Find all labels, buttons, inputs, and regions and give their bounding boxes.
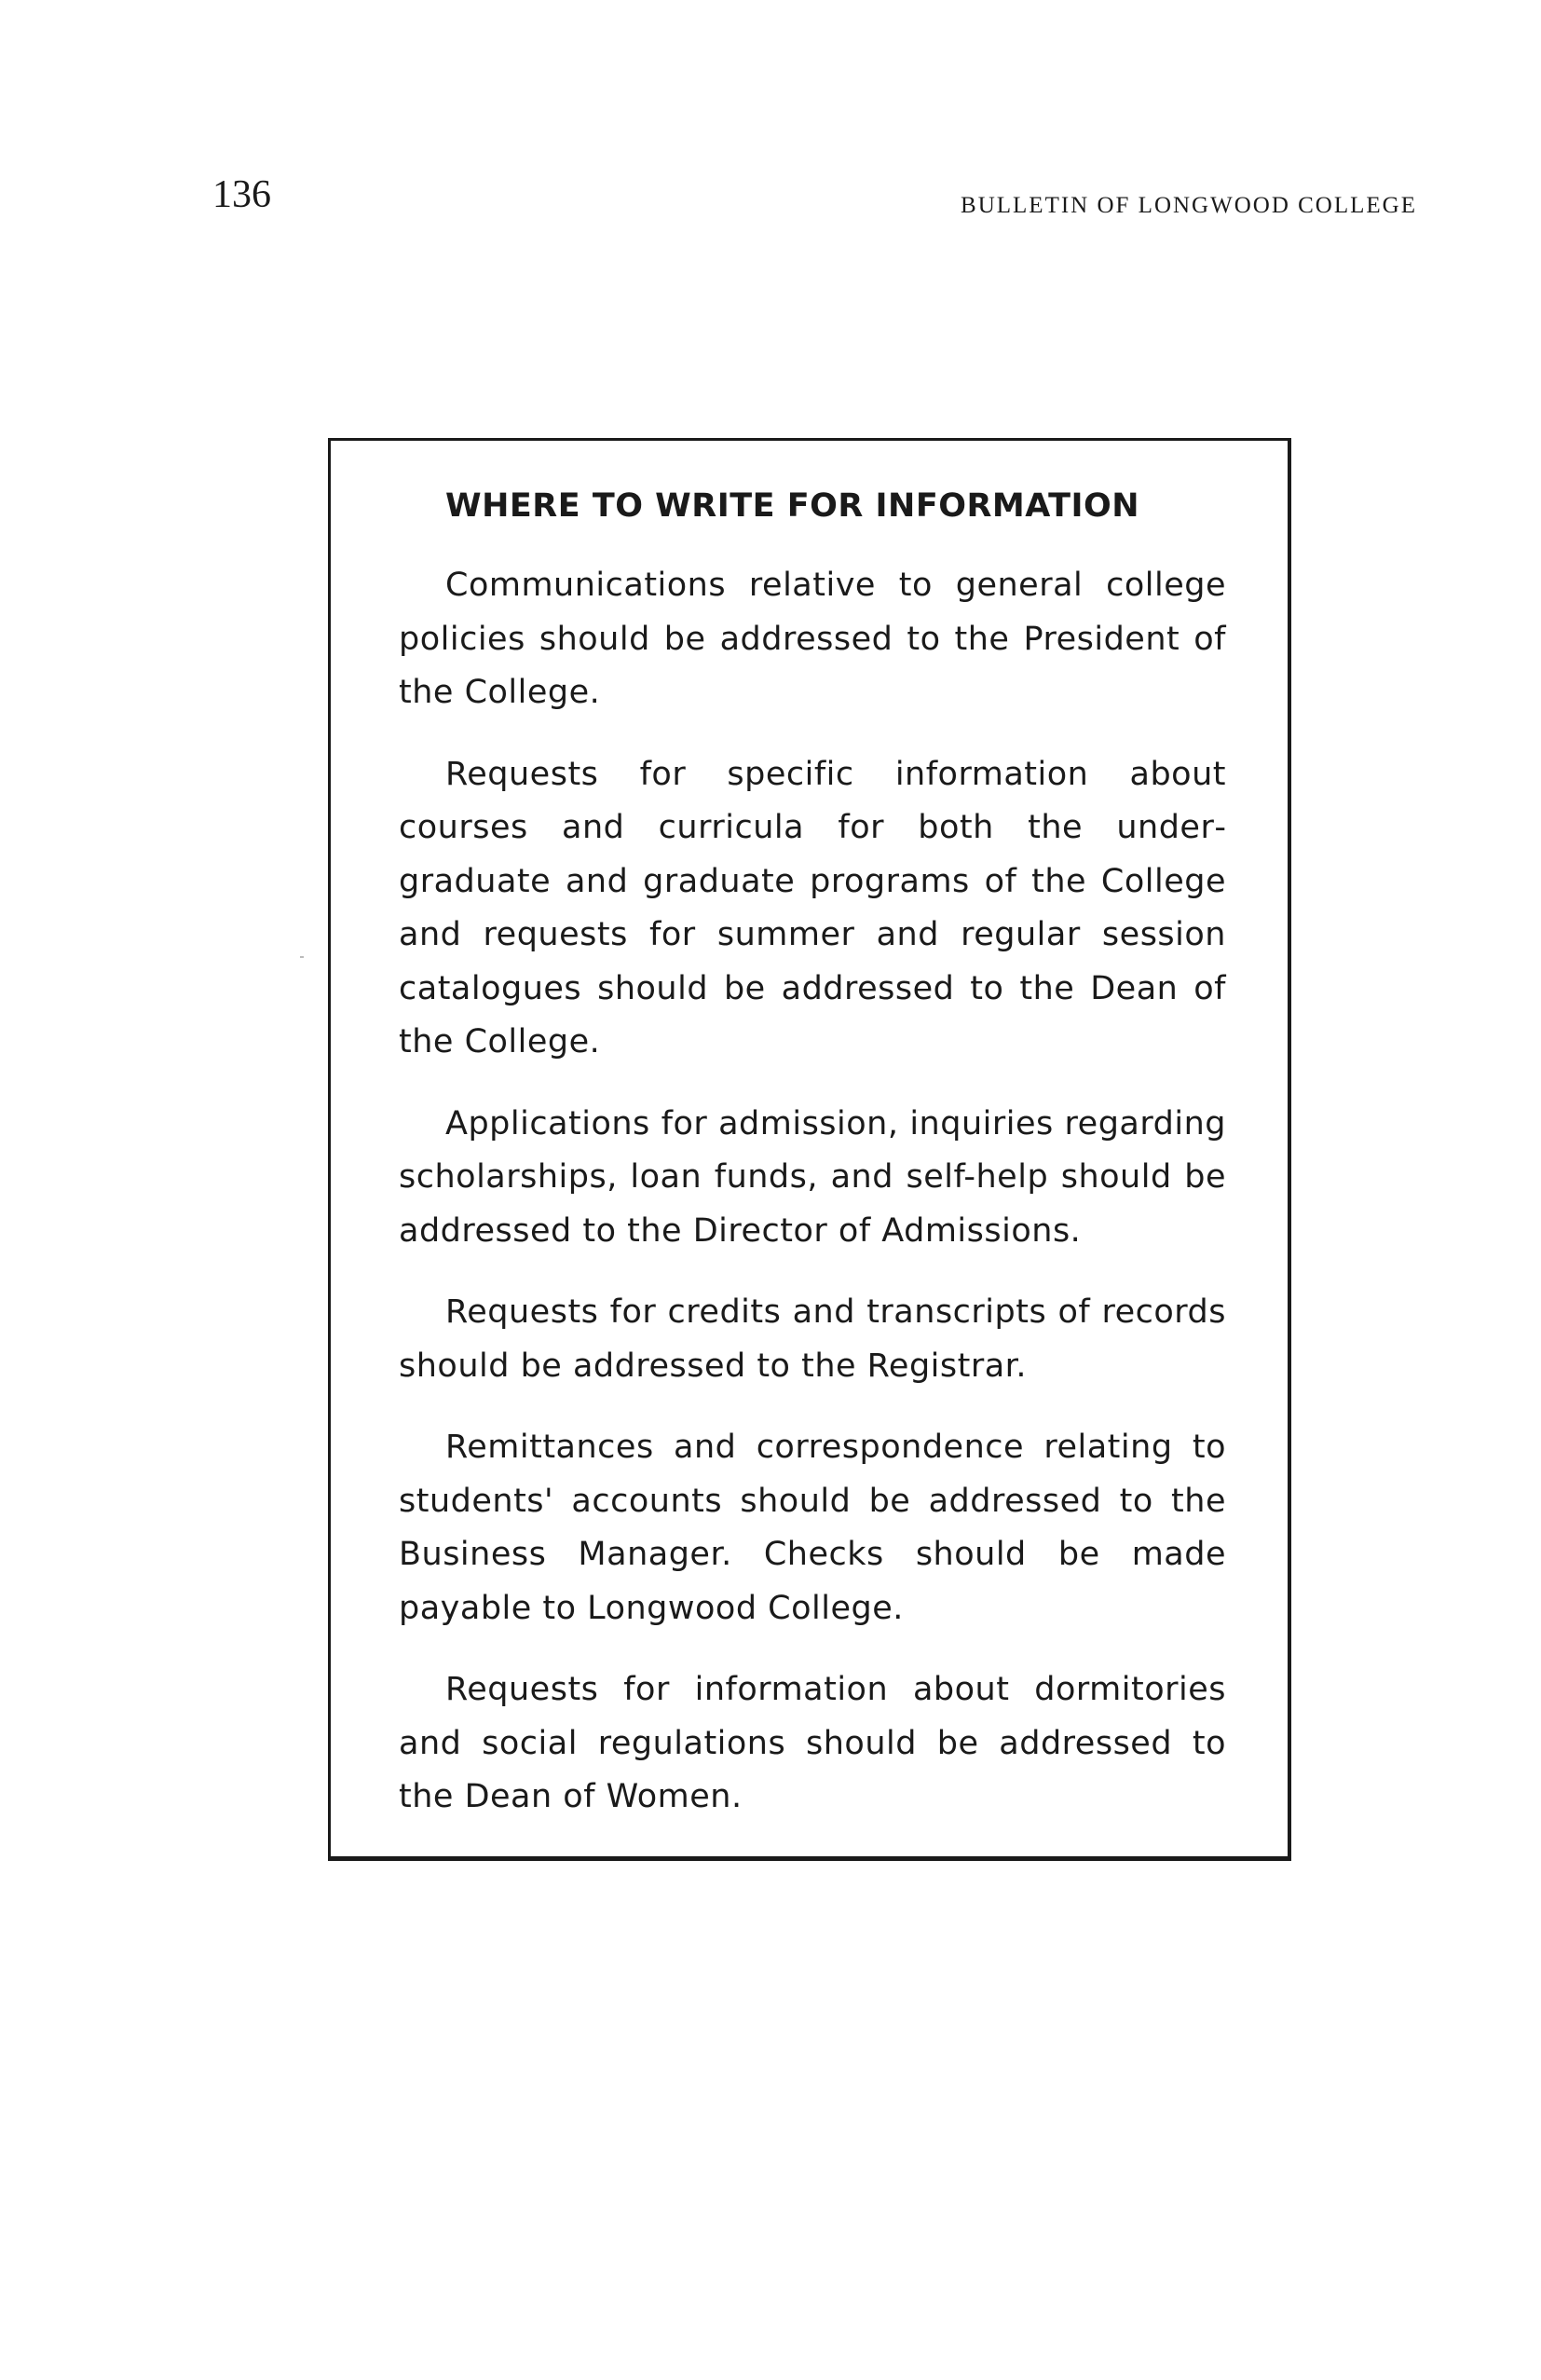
- paragraph-dean-of-women: Requests for information about dormitories and social regulations should be addressed to the Dean of Women.: [399, 1671, 1226, 1815]
- info-box: [328, 438, 1291, 1861]
- running-head: BULLETIN OF LONGWOOD COLLEGE: [961, 193, 1417, 218]
- box-title: WHERE TO WRITE FOR INFORMATION: [445, 487, 1140, 525]
- paragraph-admissions: Applications for admission, inquiries regarding scholarships, loan funds, and self-help should be addressed to the Director of Admissions.: [399, 1104, 1226, 1250]
- paragraph-registrar: Requests for credits and transcripts of records should be addressed to the Registrar.: [399, 1293, 1226, 1385]
- paragraph-business-manager: Remittances and correspondence relating to students' accounts should be addressed to the Business Manager. Checks should be made payable to Longwood College.: [399, 1429, 1226, 1627]
- margin-mark: [300, 956, 304, 958]
- paragraph-dean-of-college: Requests for specific information about courses and curricula for both the undergraduate and graduate programs of the College and requests for summer and regular session catalogues should be addressed to the Dean of the College.: [399, 755, 1226, 1060]
- info-box-content: [399, 480, 1226, 1853]
- page-number: 136: [212, 173, 271, 216]
- paragraph-president: Communications relative to general college policies should be addressed to the President of the College.: [399, 567, 1226, 711]
